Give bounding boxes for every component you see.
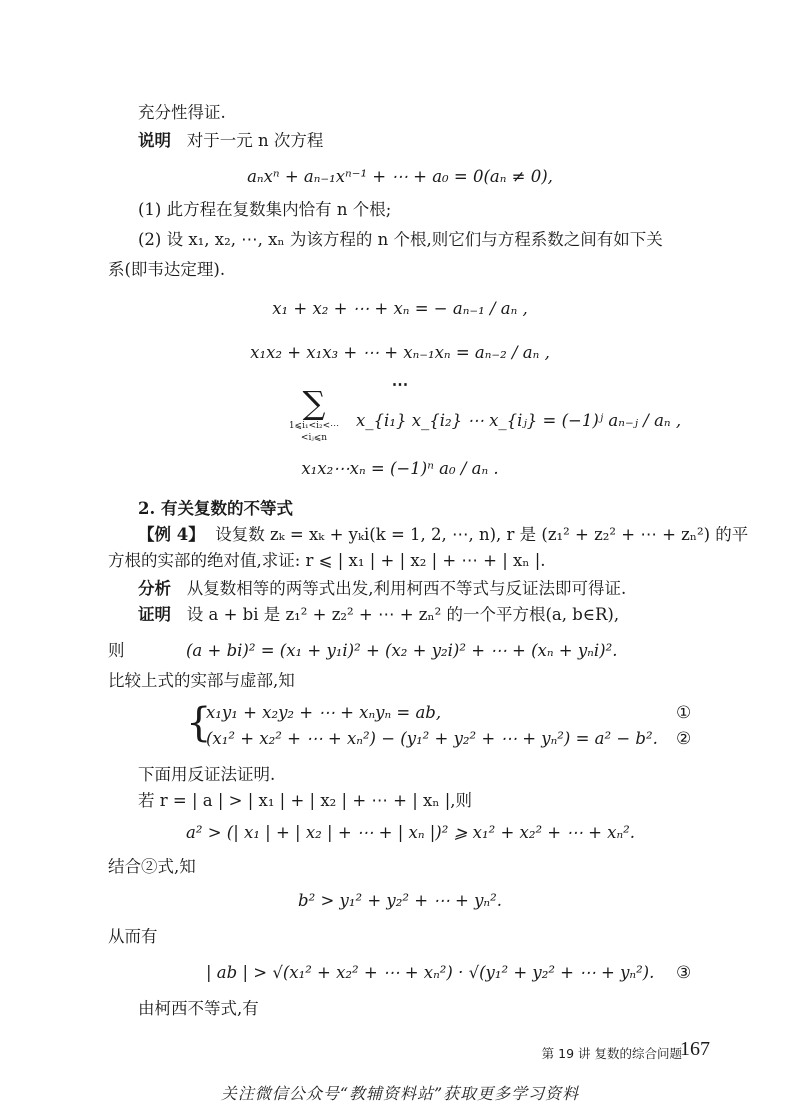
summation [276,386,352,444]
note-label: 说明 [138,131,171,150]
text-line: 从而有 [108,927,158,946]
section-heading: 2. 有关复数的不等式 [138,499,293,518]
then-label: 则 [108,641,125,660]
summation-range: 1⩽i₁<i₂<⋯<iⱼ⩽n [288,421,340,443]
proof-text: 设 a + bi 是 z₁² + z₂² + ⋯ + zₙ² 的一个平方根(a, b∈R), [186,605,620,624]
page-number: 167 [680,1038,710,1060]
note-line [138,130,323,152]
analysis-line [138,578,626,600]
example-label: 【例 4】 [138,525,205,544]
text-line: 比较上式的实部与虚部,知 [108,671,295,690]
system-eq-2: (x₁² + x₂² + ⋯ + xₙ²) − (y₁² + y₂² + ⋯ + yₙ²) = a² − b². [206,729,658,748]
analysis-label: 分析 [138,579,171,598]
text-line: (2) 设 x₁, x₂, ⋯, xₙ 为该方程的 n 个根,则它们与方程系数之间有如下关 [138,230,663,249]
text-line: 若 r = | a | > | x₁ | + | x₂ | + ⋯ + | xₙ |,则 [138,791,473,810]
vieta-formula-3: x_{i₁} x_{i₂} ⋯ x_{iⱼ} = (−1)ʲ aₙ₋ⱼ / aₙ , [356,411,682,430]
text-line: 下面用反证法证明. [138,765,276,784]
text-line: 充分性得证. [138,103,226,122]
proof-label: 证明 [138,605,171,624]
vieta-formula-1: x₁ + x₂ + ⋯ + xₙ = − aₙ₋₁ / aₙ , [272,299,528,318]
example-text-2: 方根的实部的绝对值,求证: r ⩽ | x₁ | + | x₂ | + ⋯ + | xₙ |. [108,551,546,570]
equation-number-3: ③ [676,963,692,983]
inequality-2: b² > y₁² + y₂² + ⋯ + yₙ². [298,891,502,910]
system-eq-1: x₁y₁ + x₂y₂ + ⋯ + xₙyₙ = ab, [206,703,442,722]
equation-number-2: ② [676,729,692,749]
text-line: 由柯西不等式,有 [138,999,259,1018]
vieta-formula-4: x₁x₂⋯xₙ = (−1)ⁿ a₀ / aₙ . [301,459,499,478]
watermark-text: 关注微信公众号“教辅资料站”获取更多学习资料 [220,1084,580,1103]
ellipsis: ⋯ [391,375,409,394]
note-text: 对于一元 n 次方程 [186,131,324,150]
equation-number-1: ① [676,703,692,723]
inequality-3: | ab | > √(x₁² + x₂² + ⋯ + xₙ²) · √(y₁² + y₂² + ⋯ + yₙ²). [206,963,655,982]
left-brace: { [186,700,212,746]
example-line [138,524,748,546]
analysis-text: 从复数相等的两等式出发,利用柯西不等式与反证法即可得证. [186,579,627,598]
chapter-label: 第 19 讲 复数的综合问题 [541,1046,682,1061]
text-line: 结合②式,知 [108,857,196,876]
text-line: (1) 此方程在复数集内恰有 n 个根; [138,200,392,219]
proof-line [138,604,619,626]
polynomial-equation: aₙxⁿ + aₙ₋₁xⁿ⁻¹ + ⋯ + a₀ = 0(aₙ ≠ 0), [247,167,553,186]
summation-symbol: ∑ [302,384,326,422]
inequality-1: a² > (| x₁ | + | x₂ | + ⋯ + | xₙ |)² ⩾ x₁² + x₂² + ⋯ + xₙ². [186,823,636,842]
text-line: 系(即韦达定理). [108,260,226,279]
vieta-formula-2: x₁x₂ + x₁x₃ + ⋯ + xₙ₋₁xₙ = aₙ₋₂ / aₙ , [250,343,550,362]
example-text: 设复数 zₖ = xₖ + yₖi(k = 1, 2, ⋯, n), r 是 (z₁² + z₂² + ⋯ + zₙ²) 的平 [215,525,749,544]
square-expansion: (a + bi)² = (x₁ + y₁i)² + (x₂ + y₂i)² + ⋯ + (xₙ + yₙi)². [186,641,618,660]
